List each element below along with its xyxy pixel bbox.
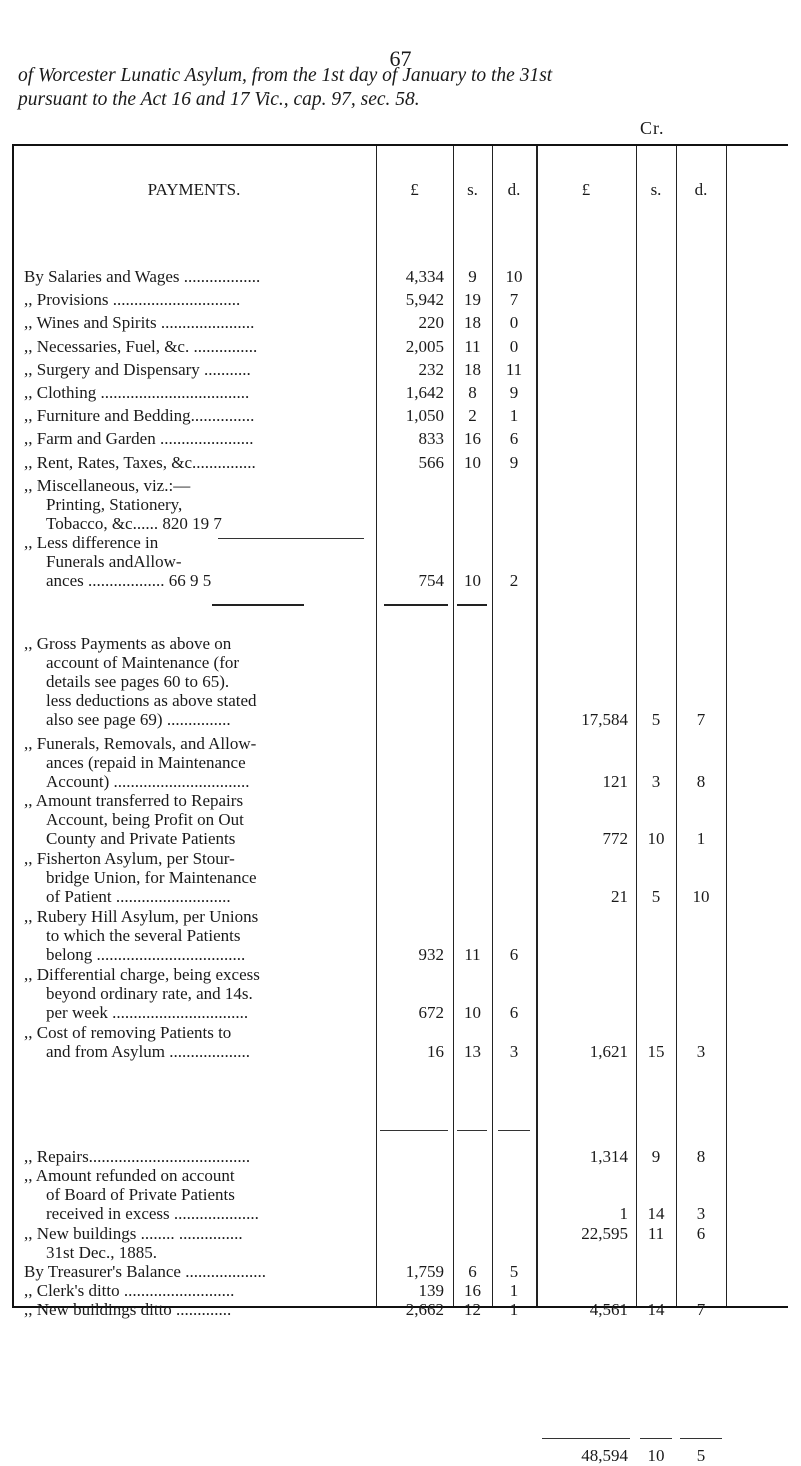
- credit-label: Cr.: [640, 118, 665, 138]
- gross-line: less deductions as above stated: [46, 691, 257, 710]
- expense-label: ,, Surgery and Dispensary ...........: [24, 359, 251, 379]
- expense-pence: 7: [509, 290, 519, 310]
- section-rule: [457, 1130, 487, 1131]
- rubery-line: to which the several Patients: [46, 926, 241, 945]
- gross-line: account of Maintenance (for: [46, 653, 240, 672]
- removing-shillings-total: 15: [647, 1042, 665, 1061]
- treasurer-shillings: 6: [468, 1262, 477, 1281]
- treasurer-pence: 5: [509, 1262, 519, 1281]
- fisherton-pounds-total: 21: [611, 887, 628, 906]
- funerals-line: ances (repaid in Maintenance: [46, 753, 246, 772]
- header-pounds-2: £: [581, 180, 591, 199]
- treasurer-label: By Treasurer's Balance ...................: [24, 1262, 266, 1281]
- removing-pounds: 16: [427, 1042, 444, 1061]
- rubery-pence: 6: [509, 945, 519, 964]
- expense-pounds: 5,942: [405, 290, 444, 310]
- expense-shillings: 16: [464, 429, 481, 449]
- grand-total-pence: 5: [696, 1446, 706, 1465]
- grand-total-shillings: 10: [647, 1446, 665, 1465]
- removing-pence: 3: [509, 1042, 519, 1061]
- expense-label: ,, Wines and Spirits ......................: [24, 313, 255, 333]
- removing-pence-total: 3: [696, 1042, 706, 1061]
- section-rule: [457, 604, 487, 606]
- misc-line-5: Funerals andAllow-: [46, 552, 182, 571]
- differential-line: ,, Differential charge, being excess: [24, 965, 260, 984]
- differential-line: beyond ordinary rate, and 14s.: [46, 984, 253, 1003]
- differential-line: per week ................................: [46, 1003, 249, 1022]
- header-shillings-2: s.: [650, 180, 662, 199]
- refunded-shillings-total: 14: [647, 1204, 665, 1223]
- expense-shillings: 8: [468, 383, 477, 402]
- heading-line-2: pursuant to the Act 16 and 17 Vic., cap. 97, sec. 58.: [18, 89, 420, 110]
- expense-pounds: 833: [418, 429, 444, 449]
- balance-date: 31st Dec., 1885.: [46, 1243, 157, 1262]
- differential-pounds: 672: [418, 1003, 444, 1022]
- misc-line-6: ances .................. 66 9 5: [46, 571, 212, 590]
- misc-line-4: ,, Less difference in: [24, 533, 159, 552]
- expense-label: ,, Rent, Rates, Taxes, &c...............: [24, 452, 256, 472]
- new-ditto-pence-total: 7: [696, 1300, 706, 1319]
- section-rule: [384, 604, 448, 606]
- misc-line-2: Printing, Stationery,: [46, 495, 183, 514]
- new-ditto-pounds-total: 4,561: [589, 1300, 628, 1319]
- fisherton-pence-total: 10: [692, 887, 710, 906]
- expense-label: ,, Furniture and Bedding...............: [24, 406, 255, 426]
- expense-pence: 1: [509, 406, 519, 426]
- expense-shillings: 2: [468, 406, 477, 426]
- new-buildings-pence-total: 6: [696, 1224, 706, 1243]
- new-ditto-label: ,, New buildings ditto .............: [24, 1300, 232, 1319]
- expense-label: ,, Necessaries, Fuel, &c. ...............: [24, 336, 258, 356]
- transferred-line: Account, being Profit on Out: [46, 810, 244, 829]
- gross-line: also see page 69) ...............: [46, 710, 231, 729]
- funerals-line: ,, Funerals, Removals, and Allow-: [24, 734, 257, 753]
- expense-shillings: 18: [464, 313, 481, 333]
- gross-shillings-total: 5: [651, 710, 661, 729]
- new-buildings-label: ,, New buildings ........ ...............: [24, 1224, 243, 1243]
- removing-line: ,, Cost of removing Patients to: [24, 1023, 232, 1042]
- funerals-pence-total: 8: [696, 772, 706, 791]
- funerals-shillings-total: 3: [651, 772, 661, 791]
- column-divider: [726, 146, 727, 1306]
- expense-pounds: 232: [418, 359, 444, 379]
- payments-table: [12, 144, 788, 1465]
- expense-label: By Salaries and Wages ..................: [24, 267, 261, 286]
- misc-pence: 2: [509, 571, 519, 590]
- new-buildings-pounds-total: 22,595: [581, 1224, 628, 1243]
- fisherton-line: bridge Union, for Maintenance: [46, 868, 257, 887]
- section-rule: [498, 1130, 530, 1131]
- heading-line-1: of Worcester Lunatic Asylum, from the 1st day of January to the 31st: [18, 65, 553, 86]
- rubery-line: belong ...................................: [46, 945, 246, 964]
- total-rule: [640, 1438, 672, 1439]
- grand-total-pounds: 48,594: [581, 1446, 628, 1465]
- rubery-line: ,, Rubery Hill Asylum, per Unions: [24, 907, 259, 926]
- section-rule: [212, 604, 304, 606]
- fisherton-shillings-total: 5: [651, 887, 661, 906]
- expense-shillings: 9: [468, 267, 477, 286]
- differential-shillings: 10: [464, 1003, 481, 1022]
- repairs-pence-total: 8: [696, 1147, 706, 1166]
- section-rule: [380, 1130, 448, 1131]
- fisherton-line: of Patient ...........................: [46, 887, 231, 906]
- rubery-pounds: 932: [418, 945, 444, 964]
- expense-shillings: 18: [464, 359, 481, 379]
- funerals-line: Account) ................................: [46, 772, 250, 791]
- fisherton-line: ,, Fisherton Asylum, per Stour-: [24, 849, 235, 868]
- expense-pence: 0: [509, 336, 519, 356]
- removing-line: and from Asylum ...................: [46, 1042, 250, 1061]
- misc-line-1: ,, Miscellaneous, viz.:—: [24, 476, 191, 495]
- header-payments: PAYMENTS.: [147, 180, 241, 199]
- treasurer-pounds: 1,759: [405, 1262, 444, 1281]
- transferred-pence-total: 1: [696, 829, 706, 848]
- table-left-border: [12, 146, 14, 1306]
- expense-shillings: 11: [464, 336, 481, 356]
- refunded-line: received in excess ....................: [46, 1204, 259, 1223]
- gross-pence-total: 7: [696, 710, 706, 729]
- misc-shillings: 10: [464, 571, 481, 590]
- total-rule: [542, 1438, 630, 1439]
- expense-label: ,, Clothing ...................................: [24, 383, 250, 402]
- new-ditto-pounds: 2,662: [405, 1300, 444, 1319]
- refunded-line: of Board of Private Patients: [46, 1185, 235, 1204]
- expense-pounds: 2,005: [405, 336, 444, 356]
- removing-pounds-total: 1,621: [589, 1042, 628, 1061]
- page-number: 67: [389, 46, 412, 71]
- removing-shillings: 13: [464, 1042, 481, 1061]
- expense-label: ,, Farm and Garden ......................: [24, 429, 254, 449]
- repairs-label: ,, Repairs......................................: [24, 1147, 251, 1166]
- gross-line: details see pages 60 to 65).: [46, 672, 230, 691]
- expense-pence: 11: [505, 359, 523, 379]
- new-buildings-shillings-total: 11: [647, 1224, 665, 1243]
- rubery-shillings: 11: [464, 945, 481, 964]
- gross-pounds-total: 17,584: [581, 710, 628, 729]
- expense-pounds: 1,642: [405, 383, 444, 402]
- expense-pence: 9: [509, 383, 519, 402]
- repairs-pounds-total: 1,314: [589, 1147, 628, 1166]
- expense-pounds: 1,050: [405, 406, 444, 426]
- clerk-pounds: 139: [418, 1281, 444, 1300]
- transferred-line: County and Private Patients: [46, 829, 236, 848]
- underline-misc: [218, 538, 364, 539]
- expense-pence: 10: [505, 267, 523, 286]
- expense-pounds: 4,334: [405, 267, 444, 286]
- refunded-pounds-total: 1: [619, 1204, 628, 1223]
- header-pounds-1: £: [410, 180, 419, 199]
- funerals-pounds-total: 121: [602, 772, 628, 791]
- expense-pence: 6: [509, 429, 519, 449]
- expense-pence: 9: [509, 452, 519, 472]
- transferred-pounds-total: 772: [602, 829, 628, 848]
- differential-pence: 6: [509, 1003, 519, 1022]
- clerk-pence: 1: [509, 1281, 519, 1300]
- gross-line: ,, Gross Payments as above on: [24, 634, 232, 653]
- expense-label: ,, Provisions ..............................: [24, 290, 241, 310]
- expense-pence: 0: [509, 313, 519, 333]
- misc-line-3: Tobacco, &c...... 820 19 7: [46, 514, 222, 533]
- total-rule: [680, 1438, 722, 1439]
- new-ditto-pence: 1: [509, 1300, 519, 1319]
- expense-shillings: 19: [464, 290, 481, 310]
- misc-pounds: 754: [418, 571, 444, 590]
- expense-pounds: 220: [418, 313, 444, 333]
- clerk-label: ,, Clerk's ditto ..........................: [24, 1281, 235, 1300]
- new-ditto-shillings-total: 14: [647, 1300, 665, 1319]
- expense-pounds: 566: [418, 452, 444, 472]
- new-ditto-shillings: 12: [464, 1300, 481, 1319]
- header-pence-2: d.: [694, 180, 708, 199]
- clerk-shillings: 16: [464, 1281, 481, 1300]
- header-shillings-1: s.: [467, 180, 478, 199]
- repairs-shillings-total: 9: [651, 1147, 661, 1166]
- header-pence-1: d.: [507, 180, 521, 199]
- refunded-pence-total: 3: [696, 1204, 706, 1223]
- transferred-line: ,, Amount transferred to Repairs: [24, 791, 244, 810]
- expense-shillings: 10: [464, 452, 481, 472]
- transferred-shillings-total: 10: [647, 829, 665, 848]
- refunded-line: ,, Amount refunded on account: [24, 1166, 235, 1185]
